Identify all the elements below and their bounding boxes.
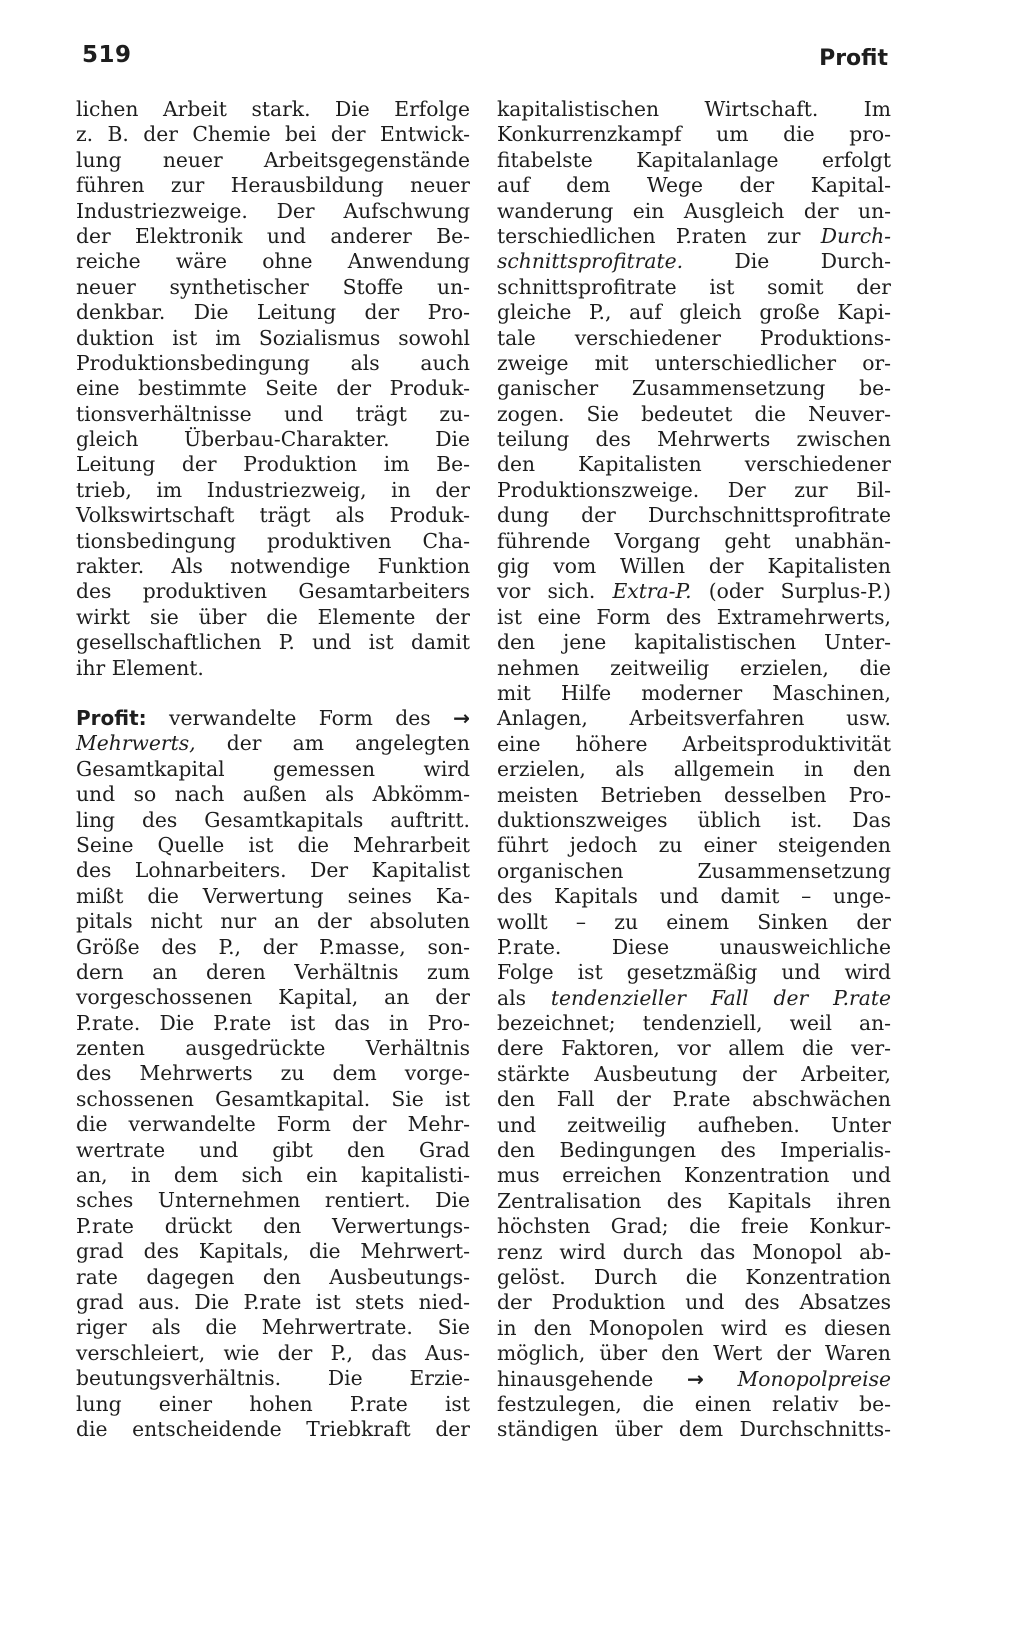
text-line: z. B. der Chemie bei der Entwick- — [76, 122, 470, 147]
text-line: Produktionsbedingung als auch — [76, 350, 470, 375]
text-line: ist eine Form des Extramehrwerts, — [497, 604, 891, 629]
text-line: höchsten Grad; die freie Konkur- — [497, 1214, 891, 1239]
text-line: führende Vorgang geht unabhän- — [497, 528, 891, 553]
text-line: gleiche P., auf gleich große Kapi- — [497, 300, 891, 325]
text-line: den jene kapitalistischen Unter- — [497, 630, 891, 655]
text-line: terschiedlichen P.raten zur Durch- — [497, 223, 891, 248]
text-line: hinausgehende → Monopolpreise — [497, 1366, 892, 1391]
term-extra-p: Extra-P. — [612, 579, 692, 604]
text-line: an, in dem sich ein kapitalisti- — [76, 1163, 470, 1188]
text-line: duktion ist im Sozialismus sowohl — [76, 325, 470, 350]
text-line: die verwandelte Form der Mehr- — [76, 1112, 470, 1137]
text-line: verschleiert, wie der P., das Aus- — [76, 1340, 470, 1365]
text-line: reiche wäre ohne Anwendung — [76, 249, 470, 274]
left-column — [76, 97, 470, 1442]
text-line: Folge ist gesetzmäßig und wird — [497, 960, 891, 985]
text-line: festzulegen, die einen relativ be- — [497, 1391, 891, 1416]
text-line: schnittsprofitrate ist somit der — [497, 274, 891, 299]
text-line: eine höhere Arbeitsproduktivität — [497, 731, 891, 756]
text-line: in den Monopolen wird es diesen — [497, 1315, 891, 1340]
running-head: Profit — [819, 46, 888, 71]
text-line: Seine Quelle ist die Mehrarbeit — [76, 832, 470, 857]
text-line: erzielen, als allgemein in den — [497, 757, 891, 782]
text-line: denkbar. Die Leitung der Pro- — [76, 300, 470, 325]
text-line: den Fall der P.rate abschwächen — [497, 1087, 891, 1112]
entry-first-line: Profit: verwandelte Form des → — [76, 705, 470, 730]
cross-reference-arrow-icon: → — [686, 1366, 704, 1391]
text-line: des Kapitals und damit – unge- — [497, 884, 891, 909]
text-line: ständigen über dem Durchschnitts- — [497, 1417, 891, 1442]
cross-reference-arrow-icon: → — [453, 705, 470, 730]
text-line: Produktionszweige. Der zur Bil- — [497, 477, 891, 502]
text-line: lung neuer Arbeitsgegenstände — [76, 147, 470, 172]
text-line: ganischer Zusammensetzung be- — [497, 376, 891, 401]
text-line: eine bestimmte Seite der Produk- — [76, 376, 470, 401]
text-line: dung der Durchschnittsprofitrate — [497, 503, 891, 528]
cross-reference-monopolpreise: Monopolpreise — [737, 1366, 892, 1391]
text-line: ihr Element. — [76, 655, 204, 680]
entry-headword: Profit: — [76, 705, 147, 730]
text-line: Leitung der Produktion im Be- — [76, 452, 470, 477]
text-line: und so nach außen als Abkömm- — [76, 782, 470, 807]
text-line: tionsbedingung produktiven Cha- — [76, 528, 470, 553]
text-line: grad des Kapitals, die Mehrwert- — [76, 1239, 470, 1264]
text-line: tionsverhältnisse und trägt zu- — [76, 401, 470, 426]
text-line: schossenen Gesamtkapital. Sie ist — [76, 1086, 470, 1111]
text-line: Volkswirtschaft trägt als Produk- — [76, 503, 470, 528]
text-line: zweige mit unterschiedlicher or- — [497, 350, 891, 375]
text-line: Gesamtkapital gemessen wird — [76, 756, 470, 781]
text-line: gig vom Willen der Kapitalisten — [497, 554, 891, 579]
text-line: mit Hilfe moderner Maschinen, — [497, 680, 891, 705]
text-line: P.rate. Die P.rate ist das in Pro- — [76, 1010, 470, 1035]
text-line: wertrate und gibt den Grad — [76, 1137, 470, 1162]
page-number: 519 — [82, 42, 132, 68]
dictionary-entry-profit — [76, 706, 470, 1442]
text-line: schnittsprofitrate. Die Durch- — [497, 249, 891, 274]
text-line: P.rate. Diese unausweichliche — [497, 934, 891, 959]
entry-second-line: Mehrwerts, der am angelegten — [76, 731, 470, 756]
text-line: dere Faktoren, vor allem die ver- — [497, 1036, 891, 1061]
text-line: meisten Betrieben desselben Pro- — [497, 782, 891, 807]
text-line: gesellschaftlichen P. und ist damit — [76, 630, 470, 655]
text-line: rakter. Als notwendige Funktion — [76, 554, 470, 579]
text-line: des Mehrwerts zu dem vorge- — [76, 1061, 470, 1086]
text-line: Größe des P., der P.masse, son- — [76, 934, 470, 959]
text-line: der Elektronik und anderer Be- — [76, 223, 470, 248]
entry-body — [76, 757, 470, 1443]
text-line: bezeichnet; tendenziell, weil an- — [497, 1011, 891, 1036]
text-line: trieb, im Industriezweig, in der — [76, 477, 470, 502]
text-line: mißt die Verwertung seines Ka- — [76, 883, 470, 908]
text-line: sches Unternehmen rentiert. Die — [76, 1188, 470, 1213]
text-line: Konkurrenzkampf um die pro- — [497, 122, 891, 147]
text-line: dern an deren Verhältnis zum — [76, 959, 470, 984]
text-line: rate dagegen den Ausbeutungs- — [76, 1264, 470, 1289]
text-line: fitabelste Kapitalanlage erfolgt — [497, 147, 891, 172]
text-line: möglich, über den Wert der Waren — [497, 1341, 891, 1366]
text-line: gleich Überbau-Charakter. Die — [76, 427, 470, 452]
paragraph-continuation — [76, 97, 470, 681]
text-line: auf dem Wege der Kapital- — [497, 173, 891, 198]
text-line: lichen Arbeit stark. Die Erfolge — [76, 97, 470, 121]
text-line: duktionszweiges üblich ist. Das — [497, 807, 891, 832]
text-line: die entscheidende Triebkraft der — [76, 1416, 470, 1441]
text-line: beutungsverhältnis. Die Erzie- — [76, 1366, 470, 1391]
text-line: Anlagen, Arbeitsverfahren usw. — [497, 706, 891, 731]
text-line: der Produktion und des Absatzes — [497, 1290, 891, 1315]
text-line: grad aus. Die P.rate ist stets nied- — [76, 1289, 470, 1314]
text-line: zogen. Sie bedeutet die Neuver- — [497, 401, 891, 426]
text-line: gelöst. Durch die Konzentration — [497, 1264, 891, 1289]
text-line: nehmen zeitweilig erzielen, die — [497, 655, 891, 680]
text-line: führt jedoch zu einer steigenden — [497, 833, 891, 858]
text-line: pitals nicht nur an der absoluten — [76, 909, 470, 934]
text-line: Zentralisation des Kapitals ihren — [497, 1188, 891, 1213]
text-line: des produktiven Gesamtarbeiters — [76, 579, 470, 604]
text-line: Industriezweige. Der Aufschwung — [76, 198, 470, 223]
text-line: führen zur Herausbildung neuer — [76, 173, 470, 198]
right-column — [497, 97, 891, 1443]
text-line: P.rate drückt den Verwertungs- — [76, 1213, 470, 1238]
text-line: den Bedingungen des Imperialis- — [497, 1138, 891, 1163]
text-line: neuer synthetischer Stoffe un- — [76, 274, 470, 299]
text-line: und zeitweilig aufheben. Unter — [497, 1112, 891, 1137]
text-line: wollt – zu einem Sinken der — [497, 909, 891, 934]
cross-reference-mehrwerts: Mehrwerts, — [76, 731, 196, 756]
text-line: teilung des Mehrwerts zwischen — [497, 427, 891, 452]
text-line: stärkte Ausbeutung der Arbeiter, — [497, 1061, 891, 1086]
text-line: renz wird durch das Monopol ab- — [497, 1239, 891, 1264]
text-line: zenten ausgedrückte Verhältnis — [76, 1036, 470, 1061]
text-line: ling des Gesamtkapitals auftritt. — [76, 807, 470, 832]
text-line: vor sich. Extra-P. (oder Surplus-P.) — [497, 579, 892, 604]
term-tendenzieller-fall: tendenzieller Fall der P.rate — [550, 985, 891, 1010]
text-line: kapitalistischen Wirtschaft. Im — [497, 97, 891, 121]
text-line: riger als die Mehrwertrate. Sie — [76, 1315, 470, 1340]
text-line: mus erreichen Konzentration und — [497, 1163, 891, 1188]
text-line: vorgeschossenen Kapital, an der — [76, 985, 470, 1010]
text-line: den Kapitalisten verschiedener — [497, 452, 891, 477]
text-line: wanderung ein Ausgleich der un- — [497, 198, 891, 223]
term-durchschnittsprofitrate: Durch- — [820, 223, 891, 248]
text-line: organischen Zusammensetzung — [497, 858, 891, 883]
text-line: als tendenzieller Fall der P.rate — [497, 985, 891, 1010]
text-line: tale verschiedener Produktions- — [497, 325, 891, 350]
text-line: des Lohnarbeiters. Der Kapitalist — [76, 858, 470, 883]
text-line: wirkt sie über die Elemente der — [76, 604, 470, 629]
text-line: lung einer hohen P.rate ist — [76, 1391, 470, 1416]
